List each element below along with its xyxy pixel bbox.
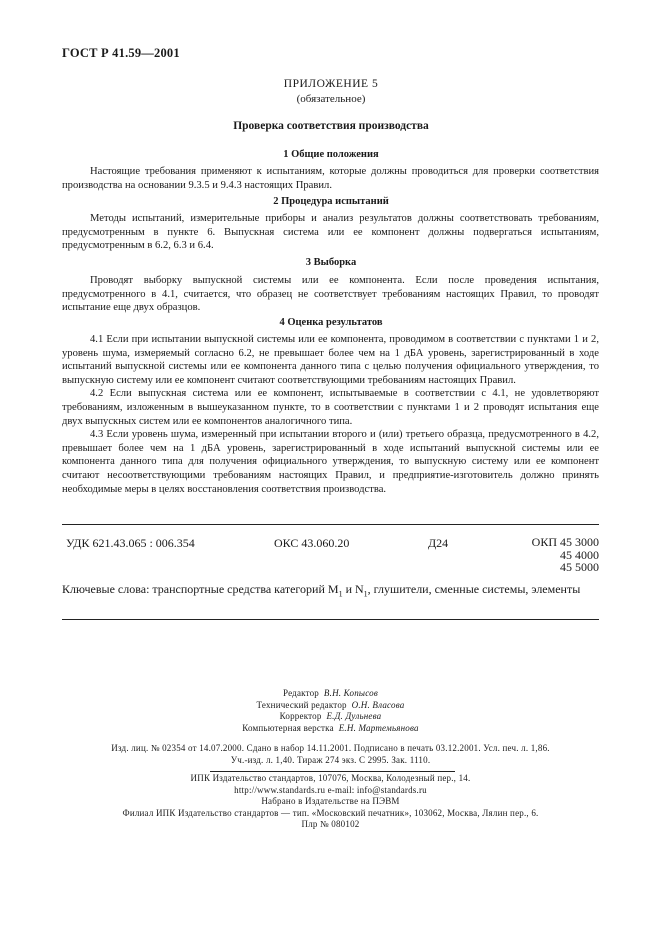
oks-code: ОКС 43.060.20 [274, 536, 350, 550]
credit-name: В.Н. Копысов [323, 688, 378, 698]
section-body-procedure [62, 212, 599, 253]
section-body-evaluation [62, 333, 599, 496]
credit-proofreader [62, 711, 599, 723]
paragraph-4-3: 4.3 Если уровень шума, измеренный при испытании второго и (или) третьего образца, предусмотренного в 4.2, превышает более чем на 1 дБА уровень, зарегистрированный в ходе испытаний выпускной системы или ее компонента данного типа для получения официального утверждения, то выпускную систему или ее компонент считают несоответствующими требованиям настоящих Правил, и предприятие-изготовитель должно принять необходимые меры в целях восстановления соответствия производства. [62, 429, 599, 495]
imprint-divider [210, 771, 455, 772]
keywords-line [62, 582, 602, 598]
keywords-prefix: Ключевые слова: транспортные средства категорий M [62, 582, 339, 596]
section-heading-procedure: 2 Процедура испытаний [273, 196, 389, 207]
appendix-subtitle: (обязательное) [296, 93, 366, 105]
okp-codes [470, 536, 599, 574]
appendix-main-title: Проверка соответствия производства [233, 120, 429, 132]
document-id: ГОСТ Р 41.59—2001 [62, 46, 180, 60]
paragraph-4-2: 4.2 Если выпускная система или ее компонент, испытываемые в соответствии с 4.1, не удовлетворяют требованиям, изложенным в вышеуказанном пункте, то в соответствии с пунктами 1 и 2 проводят испытания еще двух выпускных систем или ее компонентов аналогичного типа. [62, 388, 599, 427]
keywords-subscript-1: 1 [338, 589, 343, 599]
publisher-block [62, 773, 599, 831]
divider-top [62, 524, 599, 525]
publisher-line: Набрано в Издательстве на ПЭВМ [261, 796, 400, 806]
credit-label: Компьютерная верстка [242, 722, 334, 733]
credit-tech-editor [62, 700, 599, 712]
section-heading-evaluation: 4 Оценка результатов [279, 317, 383, 328]
divider-bottom [62, 619, 599, 620]
imprint-line: Изд. лиц. № 02354 от 14.07.2000. Сдано в набор 14.11.2001. Подписано в печать 03.12.2001. Усл. печ. л. 1,86. [111, 743, 550, 753]
imprint-block [62, 743, 599, 766]
okp-code-1: ОКП 45 3000 [531, 535, 599, 549]
credits-block [62, 688, 599, 734]
credit-name: Е.Д. Дульнева [326, 711, 382, 721]
credit-label: Корректор [279, 711, 322, 721]
okp-code-2: 45 4000 [560, 547, 599, 562]
keywords-mid: и N [342, 582, 364, 596]
publisher-line: ИПК Издательство стандартов, 107076, Москва, Колодезный пер., 14. [190, 773, 471, 783]
credit-editor [62, 688, 599, 700]
section-heading-general: 1 Общие положения [283, 149, 379, 160]
paragraph-4-1: 4.1 Если при испытании выпускной системы или ее компонента, проводимом в соответствии с пунктами 1 и 2, уровень шума, измеряемый согласно 6.2, не превышает более чем на 1 дБА уровень, зарегистрированный в ходе испытаний выпускной системы или ее компонента данного типа с целью получения официального утверждения, то выпускную систему или ее компонент считают соответствующими требованиям настоящих Правил. [62, 334, 599, 386]
credit-name: Е.Н. Мартемьянова [338, 722, 419, 733]
appendix-title: ПРИЛОЖЕНИЕ 5 [283, 78, 379, 90]
imprint-line: Уч.-изд. л. 1,40. Тираж 274 экз. С 2995. Зак. 1110. [230, 754, 431, 765]
keywords-suffix: , глушители, сменные системы, элементы [367, 582, 581, 596]
okp-code-3: 45 5000 [560, 560, 599, 574]
section-heading-sampling: 3 Выборка [305, 257, 357, 268]
section-body-sampling [62, 274, 599, 315]
category-code: Д24 [428, 536, 449, 550]
credit-name: О.Н. Власова [351, 699, 405, 710]
udk-code: УДК 621.43.065 : 006.354 [66, 536, 195, 550]
keywords-subscript-2: 1 [363, 589, 368, 599]
paragraph: Методы испытаний, измерительные приборы и анализ результатов должны соответствовать требованиям, предусмотренным в пункте 6. Выпускная система или ее компонент должны подвергаться испытаниям, предусмотренным в 6.2, 6.3 и 6.4. [62, 213, 599, 252]
paragraph: Проводят выборку выпускной системы или ее компонента. Если после проведения испытания, предусмотренного в 4.1, считается, что образец не соответствует требованиям настоящих Правил, то проводят испытание еще двух образцов. [62, 275, 599, 314]
credit-layout [62, 723, 599, 735]
publisher-line: http://www.standards.ru e-mail: info@standards.ru [234, 784, 427, 795]
publisher-line: Филиал ИПК Издательство стандартов — тип. «Московский печатник», 103062, Москва, Лялин пер., 6. [122, 807, 539, 818]
publisher-line: Плр № 080102 [301, 819, 360, 829]
section-body-general [62, 165, 599, 192]
credit-label: Редактор [283, 688, 320, 698]
credit-label: Технический редактор [256, 699, 347, 710]
paragraph: Настоящие требования применяют к испытаниям, которые должны проводиться для проверки соответствия производства на основании 9.3.5 и 9.4.3 настоящих Правил. [62, 166, 599, 191]
